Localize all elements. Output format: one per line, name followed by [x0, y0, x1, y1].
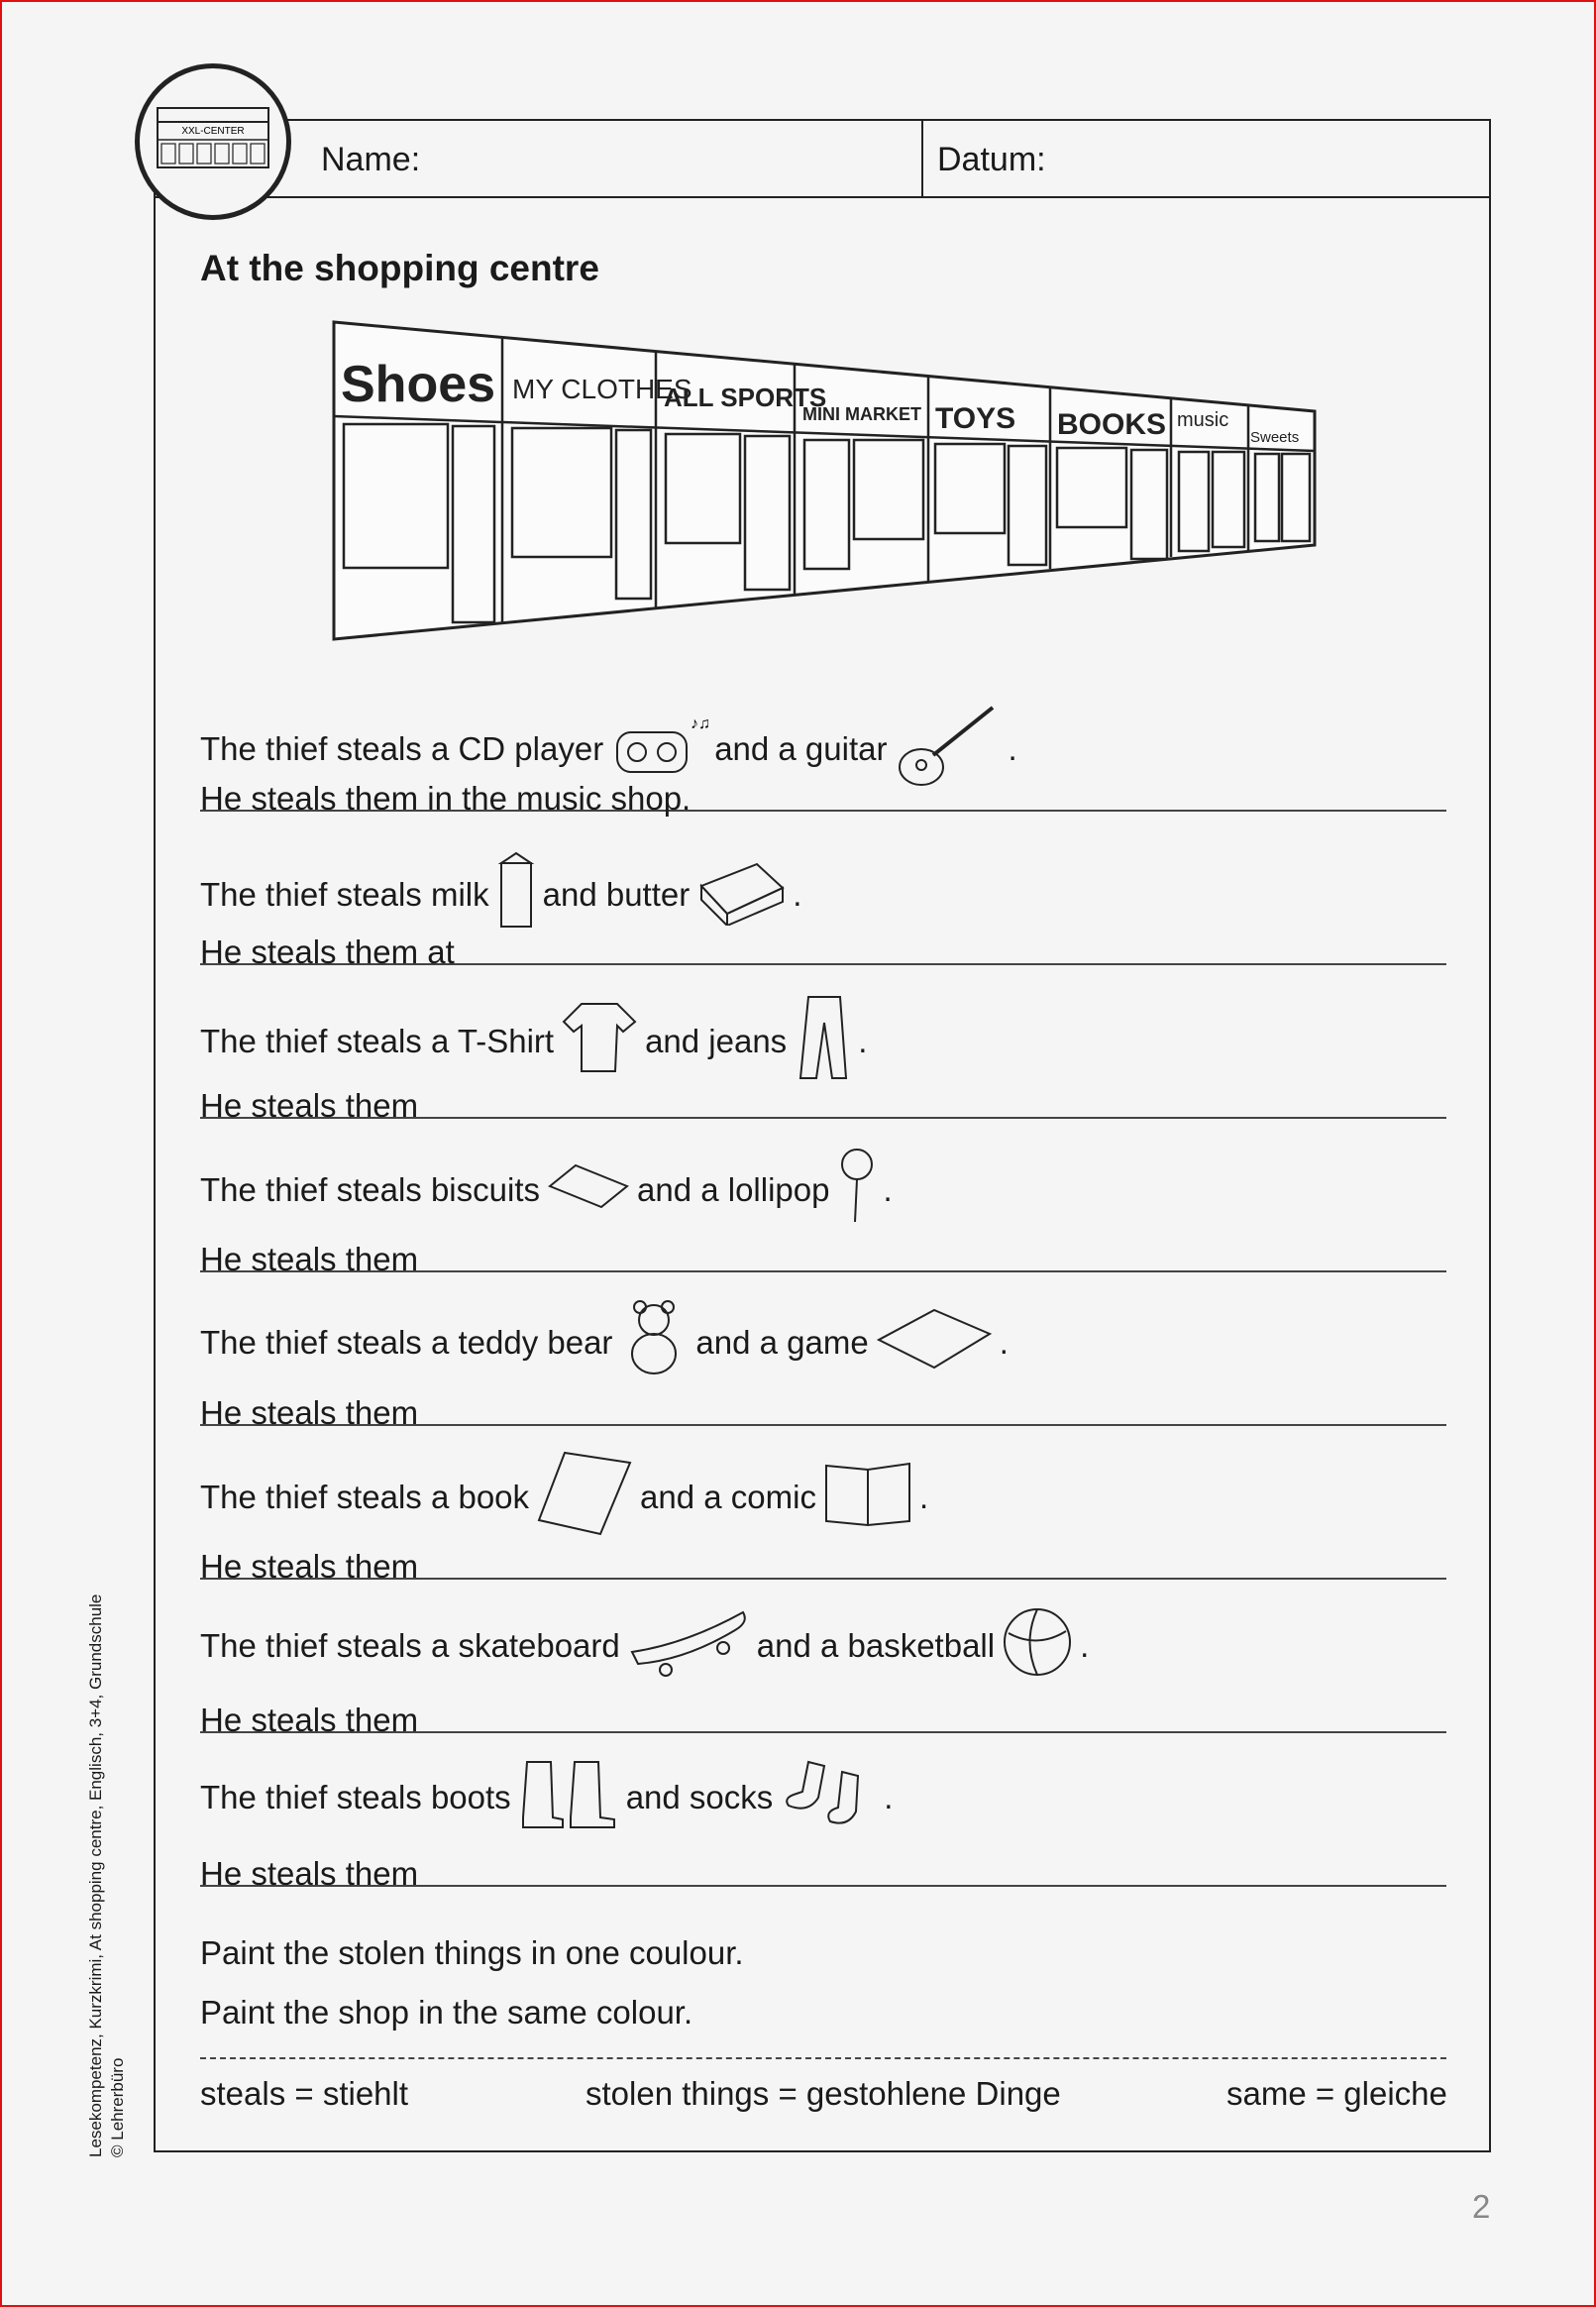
header-divider — [921, 119, 923, 198]
shop-sign-shoes: Shoes — [341, 356, 496, 413]
shop-sign-toys: TOYS — [935, 402, 1016, 435]
answer-line-2[interactable] — [200, 914, 1446, 970]
answer-text: He steals them — [200, 1087, 419, 1124]
sentence-end: . — [793, 876, 802, 913]
answer-text: He steals them — [200, 1855, 419, 1892]
shop-sign-books: BOOKS — [1057, 408, 1167, 441]
answer-line-1[interactable] — [200, 760, 1446, 817]
sentence-part-b: and a comic — [640, 1479, 816, 1515]
side-copyright-text — [85, 1594, 129, 2157]
sentence-part-a: The thief steals milk — [200, 876, 489, 913]
sentence-part-b: and a game — [695, 1324, 869, 1361]
side-text-line-1: Lesekompetenz, Kurzkrimi, At shopping centre, Englisch, 3+4, Grundschule — [86, 1593, 105, 2157]
sentence-part-a: The thief steals boots — [200, 1779, 511, 1815]
sentence-part-b: and socks — [625, 1779, 774, 1815]
skateboard-icon — [626, 1604, 751, 1688]
name-label: Name: — [321, 141, 421, 178]
sentence-part-a: The thief steals a teddy bear — [200, 1324, 613, 1361]
svg-text:♪♫: ♪♫ — [691, 714, 709, 732]
sentence-part-b: and a basketball — [756, 1627, 996, 1664]
basketball-icon — [1001, 1605, 1074, 1687]
answer-line-8[interactable] — [200, 1835, 1446, 1892]
instruction-1: Paint the stolen things in one coulour. — [200, 1934, 744, 1971]
shop-sign-music: music — [1177, 409, 1229, 431]
sentence-end: . — [999, 1324, 1009, 1361]
exercise-sentence-8 — [200, 1758, 893, 1837]
boots-icon — [517, 1758, 620, 1837]
answer-line-4[interactable] — [200, 1221, 1446, 1277]
instruction-2: Paint the shop in the same colour. — [200, 1994, 693, 2031]
answer-text: He steals them in the music shop. — [200, 780, 692, 817]
shop-sign-market: MINI MARKET — [802, 404, 921, 424]
glossary-item-stolen-things: stolen things = gestohlene Dinge — [585, 2075, 1061, 2112]
sentence-end: . — [884, 1779, 894, 1815]
biscuit-icon — [546, 1161, 631, 1219]
socks-icon — [779, 1758, 878, 1837]
sentence-part-a: The thief steals a book — [200, 1479, 530, 1515]
sentence-part-b: and jeans — [645, 1023, 788, 1059]
board-game-icon — [875, 1304, 994, 1381]
glossary-item-steals: steals = stiehlt — [200, 2075, 409, 2112]
sentence-end: . — [858, 1023, 868, 1059]
sentence-part-a: The thief steals a T-Shirt — [200, 1023, 555, 1059]
shopping-centre-logo — [135, 63, 291, 220]
side-text-line-2: © Lehrerbüro — [108, 2057, 127, 2157]
sentence-part-a: The thief steals a CD player — [200, 729, 604, 767]
date-label: Datum: — [937, 141, 1046, 178]
sentence-part-a: The thief steals a skateboard — [200, 1627, 620, 1664]
sentence-end: . — [1008, 729, 1017, 767]
answer-text: He steals them at — [200, 934, 455, 970]
page-number: 2 — [1472, 2188, 1491, 2225]
glossary-divider — [200, 2057, 1446, 2059]
exercise-sentence-7 — [200, 1604, 1089, 1688]
sentence-end: . — [883, 1171, 893, 1208]
shopping-centre-illustration — [329, 317, 1320, 644]
logo-text: XXL-CENTER — [181, 126, 245, 137]
answer-line-3[interactable] — [200, 1067, 1446, 1124]
answer-text: He steals them — [200, 1241, 419, 1277]
sentence-part-a: The thief steals biscuits — [200, 1171, 540, 1208]
page-title: At the shopping centre — [200, 248, 599, 288]
shop-sign-clothes: MY CLOTHES — [512, 374, 692, 404]
answer-text: He steals them — [200, 1702, 419, 1738]
shop-sign-sports: ALL SPORTS — [664, 383, 827, 412]
glossary-item-same: same = gleiche — [1226, 2075, 1447, 2112]
answer-line-5[interactable] — [200, 1374, 1446, 1431]
answer-text: He steals them — [200, 1394, 419, 1431]
answer-line-7[interactable] — [200, 1682, 1446, 1738]
answer-text: He steals them — [200, 1548, 419, 1585]
sentence-part-b: and a lollipop — [637, 1171, 830, 1208]
shop-sign-sweets: Sweets — [1250, 429, 1300, 446]
sentence-part-b: and butter — [542, 876, 691, 913]
sentence-end: . — [1080, 1627, 1090, 1664]
answer-line-6[interactable] — [200, 1528, 1446, 1585]
sentence-part-b: and a guitar — [714, 729, 888, 767]
sentence-end: . — [918, 1479, 929, 1515]
comic-icon — [822, 1458, 913, 1537]
